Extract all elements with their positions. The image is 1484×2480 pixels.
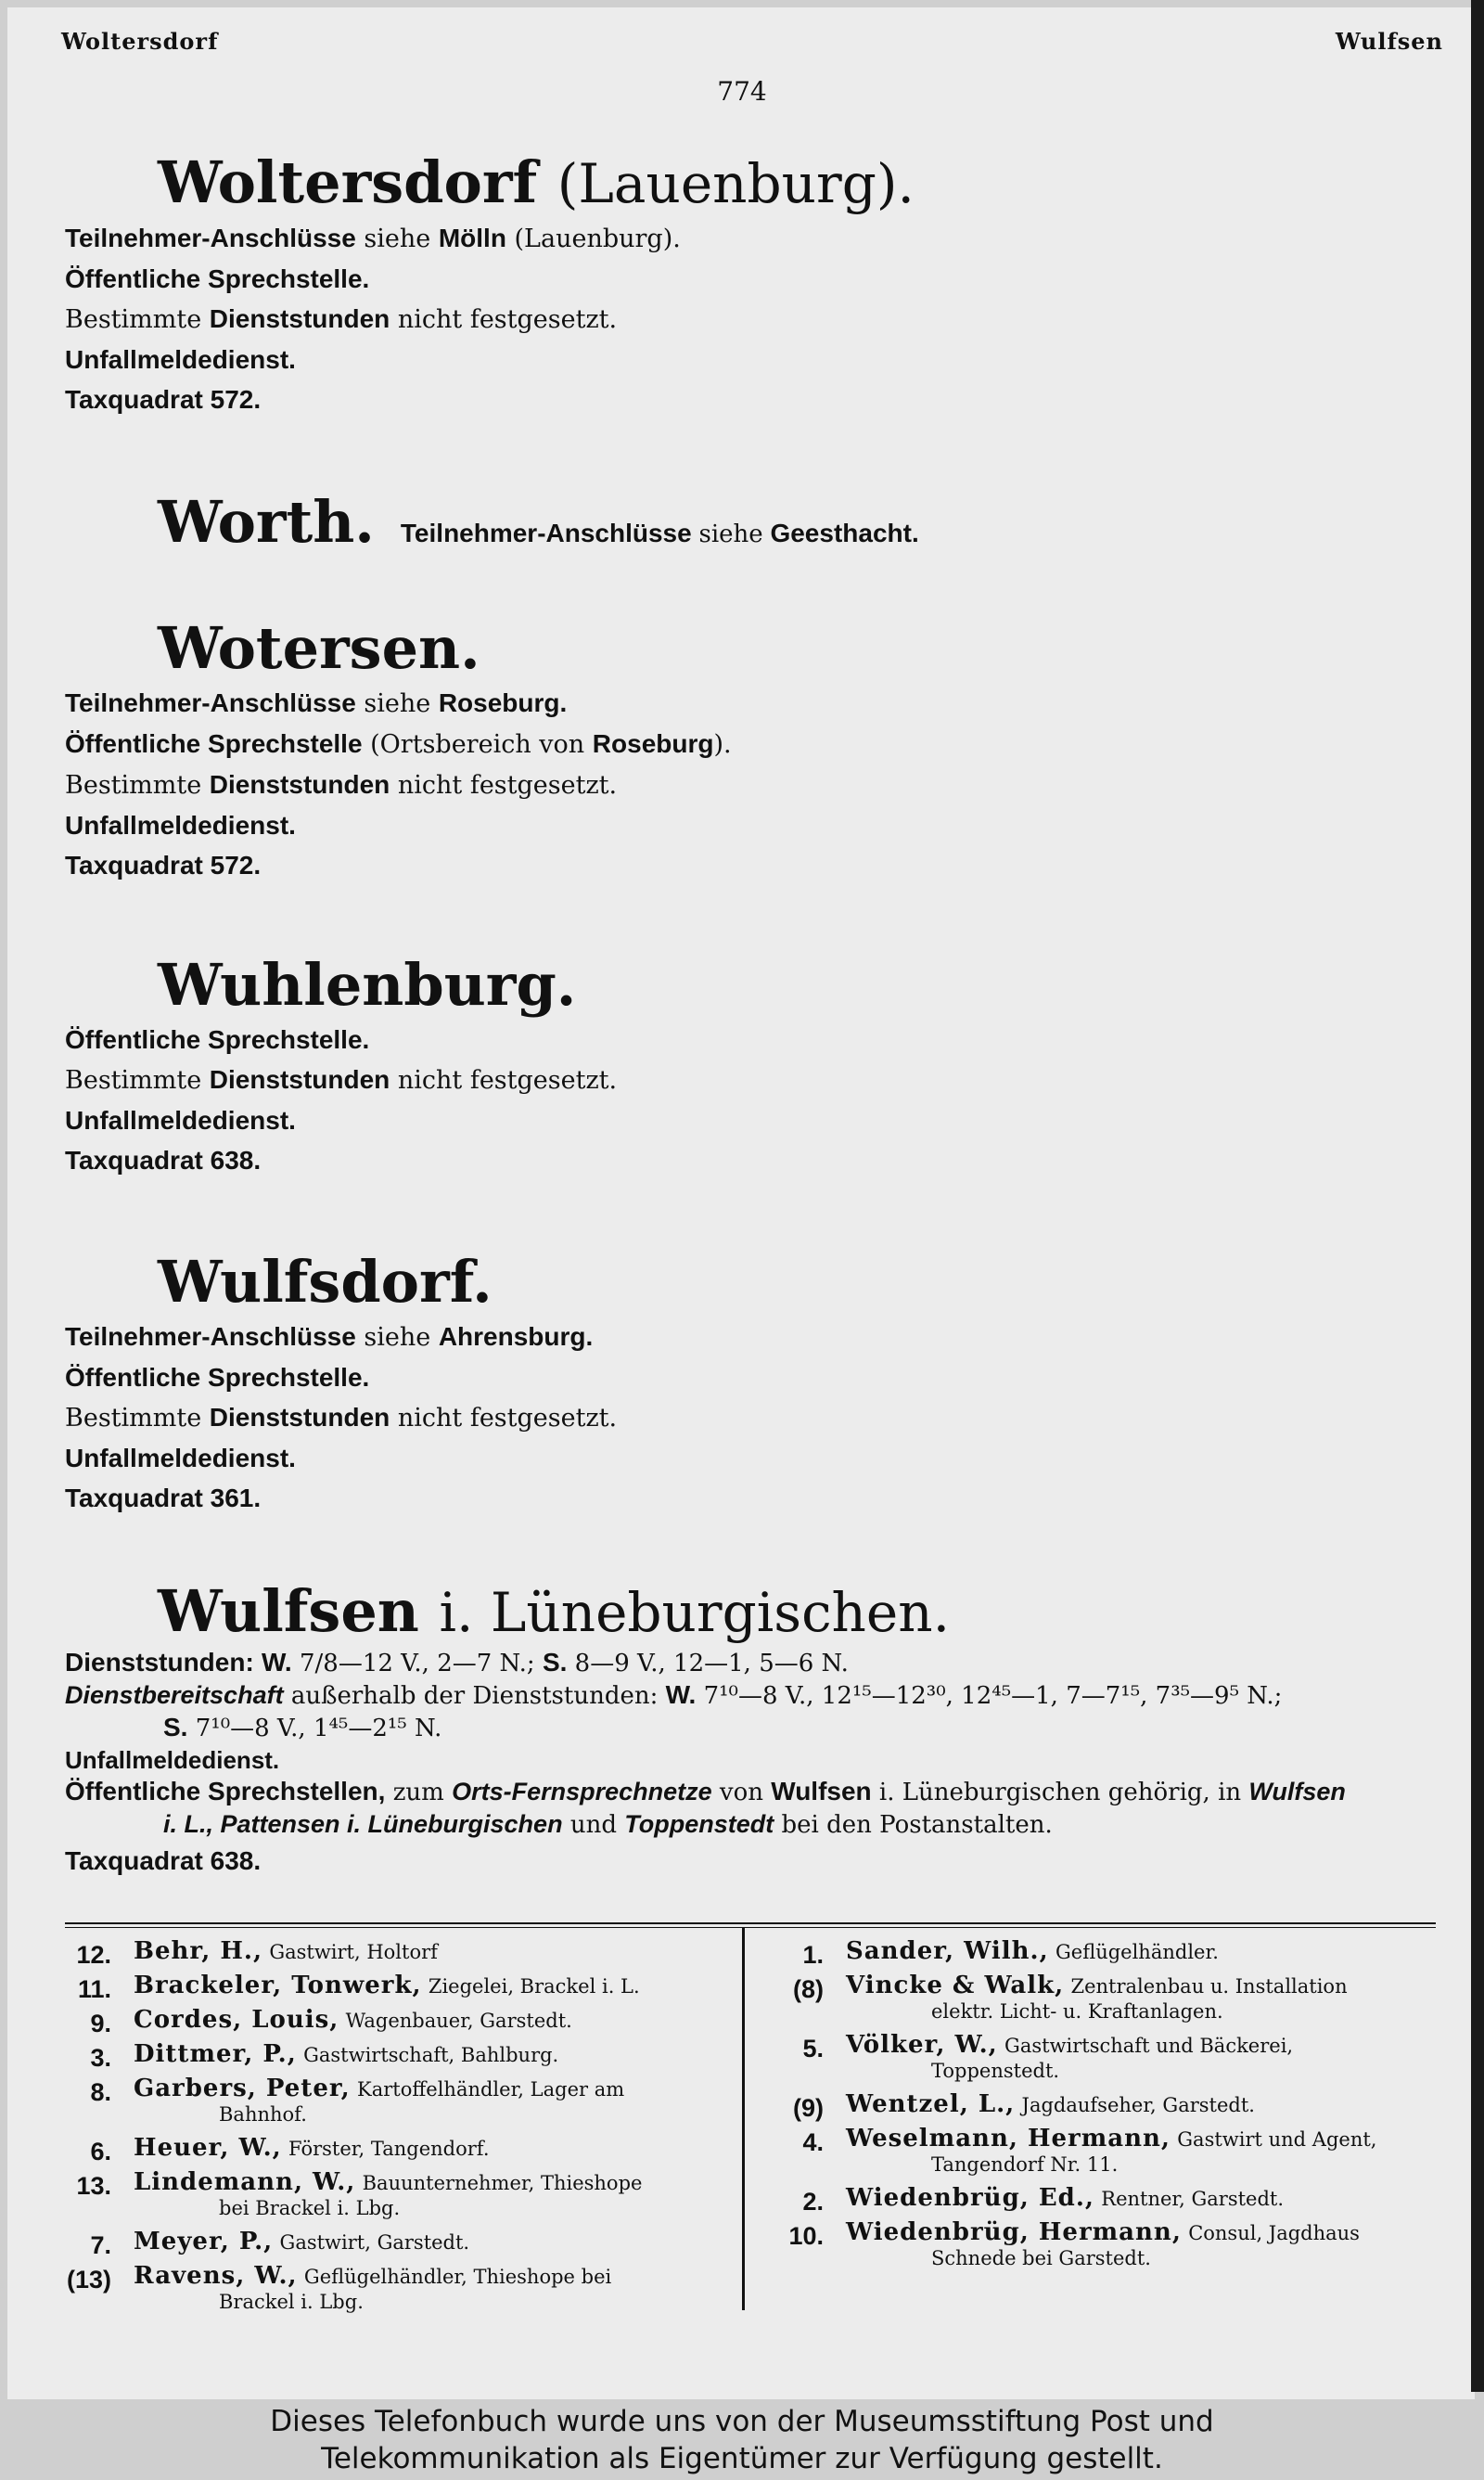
subscriber-list-right bbox=[772, 1939, 1439, 2280]
subscriber-entry bbox=[772, 2090, 1439, 2122]
subscriber-number: 4. bbox=[802, 2128, 824, 2156]
subscriber-description: Consul, Jagdhaus bbox=[1188, 2222, 1360, 2244]
standby-line: Dienstbereitschaft außerhalb der Dienststunden: W. 7¹⁰—8 V., 12¹⁵—12³⁰, 12⁴⁵—1, 7—7¹⁵, 7³⁵—9⁵ N.; bbox=[65, 1680, 1283, 1710]
subscriber-name: Vincke & Walk, bbox=[846, 1972, 1065, 1999]
subscriber-name: Weselmann, Hermann, bbox=[846, 2125, 1171, 2152]
subscriber-description: Gastwirtschaft, Bahlburg. bbox=[303, 2044, 559, 2066]
table-top-rule bbox=[65, 1922, 1436, 1924]
running-header-left: Woltersdorf bbox=[61, 28, 219, 55]
subscriber-number: (13) bbox=[66, 2266, 111, 2294]
tax-square-line: Taxquadrat 572. bbox=[65, 851, 262, 880]
hours-line: Bestimmte Dienststunden nicht festgesetzt. bbox=[65, 304, 618, 334]
subscriber-text bbox=[134, 2076, 727, 2127]
subscriber-name: Völker, W., bbox=[846, 2031, 998, 2059]
subscriber-description-cont: Brackel i. Lbg. bbox=[219, 2291, 364, 2313]
table-top-rule-thin bbox=[65, 1927, 1436, 1928]
public-station-line: Öffentliche Sprechstelle. bbox=[65, 264, 370, 293]
subscriber-text bbox=[134, 2229, 727, 2255]
subscriber-description-cont: Toppenstedt. bbox=[931, 2060, 1060, 2082]
subscriber-number: 9. bbox=[90, 2010, 111, 2037]
subscriber-entry bbox=[59, 2170, 727, 2221]
subscriber-text bbox=[846, 2220, 1439, 2271]
subscriber-text bbox=[846, 1939, 1439, 1965]
subscriber-number: (9) bbox=[793, 2094, 824, 2122]
subscriber-entry bbox=[59, 2228, 727, 2259]
subscriber-entry bbox=[59, 2040, 727, 2072]
section-wulfsen bbox=[65, 1577, 1346, 1881]
subscriber-text bbox=[134, 2008, 727, 2034]
subscriber-entry bbox=[59, 1937, 727, 1969]
public-station-line: Öffentliche Sprechstelle (Ortsbereich von Roseburg). bbox=[65, 729, 732, 759]
subscriber-number: 12. bbox=[76, 1941, 111, 1969]
subscriber-entry bbox=[59, 2006, 727, 2037]
subscriber-name: Wiedenbrüg, Hermann, bbox=[846, 2218, 1182, 2246]
subscriber-description: Geflügelhändler, Thieshope bei bbox=[303, 2266, 612, 2288]
subscriber-line: Teilnehmer-Anschlüsse siehe Ahrensburg. bbox=[65, 1322, 594, 1352]
subscriber-name: Heuer, W., bbox=[134, 2134, 282, 2162]
place-title: Woltersdorf (Lauenburg). bbox=[158, 148, 915, 216]
subscriber-line: Teilnehmer-Anschlüsse siehe Mölln (Lauenburg). bbox=[65, 224, 681, 253]
subscriber-text bbox=[134, 2136, 727, 2162]
subscriber-list-left bbox=[59, 1939, 727, 2323]
page-edge-shadow bbox=[1471, 0, 1484, 2392]
subscriber-text bbox=[134, 2042, 727, 2068]
subscriber-text bbox=[846, 2186, 1439, 2212]
subscriber-description-cont: Tangendorf Nr. 11. bbox=[931, 2153, 1119, 2176]
section-wotersen bbox=[65, 614, 732, 885]
subscriber-entry bbox=[772, 1937, 1439, 1969]
subscriber-name: Wentzel, L., bbox=[846, 2090, 1016, 2118]
subscriber-name: Wiedenbrüg, Ed., bbox=[846, 2184, 1094, 2212]
subscriber-number: 11. bbox=[77, 1975, 111, 2003]
subscriber-entry bbox=[772, 2127, 1439, 2178]
hours-line: Bestimmte Dienststunden nicht festgesetzt. bbox=[65, 770, 618, 800]
subscriber-text bbox=[134, 2264, 727, 2315]
page-number: 774 bbox=[717, 76, 767, 107]
subscriber-number: (8) bbox=[793, 1975, 824, 2003]
place-title: Wulfsen i. Lüneburgischen. bbox=[158, 1577, 951, 1645]
service-hours-line: Dienststunden: W. 7/8—12 V., 2—7 N.; S. 8—9 V., 12—1, 5—6 N. bbox=[65, 1648, 849, 1677]
section-worth bbox=[65, 488, 919, 569]
subscriber-description: Bauunternehmer, Thieshope bbox=[362, 2172, 643, 2194]
subscriber-entry bbox=[772, 1973, 1439, 2024]
place-title: Wotersen. bbox=[158, 614, 480, 682]
subscriber-description: Gastwirt, Garstedt. bbox=[279, 2231, 470, 2254]
subscriber-entry bbox=[59, 1972, 727, 2003]
subscriber-number: 1. bbox=[802, 1941, 824, 1969]
subscriber-text bbox=[846, 2033, 1439, 2084]
subscriber-text bbox=[134, 1939, 727, 1965]
subscriber-description: Rentner, Garstedt. bbox=[1101, 2188, 1285, 2210]
public-station-line: Öffentliche Sprechstelle. bbox=[65, 1363, 370, 1392]
subscriber-description: Geflügelhändler. bbox=[1055, 1941, 1219, 1963]
subscriber-number: 2. bbox=[802, 2188, 824, 2216]
subscriber-name: Sander, Wilh., bbox=[846, 1937, 1049, 1965]
column-divider bbox=[742, 1928, 745, 2310]
hours-line: Bestimmte Dienststunden nicht festgesetzt. bbox=[65, 1065, 618, 1095]
subscriber-description: Kartoffelhändler, Lager am bbox=[357, 2078, 625, 2101]
footer-line-2: Telekommunikation als Eigentümer zur Verfügung gestellt. bbox=[321, 2442, 1163, 2475]
subscriber-description: Gastwirt, Holtorf bbox=[269, 1941, 438, 1963]
subscriber-entry bbox=[59, 2076, 727, 2127]
section-wulfsdorf bbox=[65, 1248, 617, 1518]
subscriber-text bbox=[846, 2127, 1439, 2178]
subscriber-description: Wagenbauer, Garstedt. bbox=[345, 2010, 572, 2032]
accident-service-line: Unfallmeldedienst. bbox=[65, 345, 296, 374]
place-title: Wuhlenburg. bbox=[158, 951, 577, 1019]
tax-square-line: Taxquadrat 361. bbox=[65, 1484, 262, 1512]
subscriber-name: Lindemann, W., bbox=[134, 2168, 356, 2196]
subscriber-description: Jagdaufseher, Garstedt. bbox=[1021, 2094, 1255, 2116]
subscriber-text bbox=[846, 2092, 1439, 2118]
subscriber-text bbox=[134, 1973, 727, 1999]
place-title: Wulfsdorf. bbox=[158, 1248, 493, 1316]
public-stations-line-cont: i. L., Pattensen i. Lüneburgischen und Toppenstedt bei den Postanstalten. bbox=[163, 1810, 1053, 1839]
subscriber-number: 7. bbox=[90, 2231, 111, 2259]
subscriber-description-cont: Schnede bei Garstedt. bbox=[931, 2247, 1151, 2269]
subscriber-name: Cordes, Louis, bbox=[134, 2006, 339, 2034]
subscriber-number: 6. bbox=[90, 2138, 111, 2165]
subscriber-description-cont: Bahnhof. bbox=[219, 2103, 307, 2126]
subscriber-description: Ziegelei, Brackel i. L. bbox=[428, 1975, 640, 1998]
subscriber-name: Meyer, P., bbox=[134, 2228, 274, 2255]
footer-notice bbox=[0, 2399, 1484, 2480]
subscriber-entry bbox=[772, 2033, 1439, 2084]
subscriber-name: Brackeler, Tonwerk, bbox=[134, 1972, 422, 1999]
subscriber-entry bbox=[59, 2264, 727, 2315]
accident-service-line: Unfallmeldedienst. bbox=[65, 1746, 280, 1774]
section-woltersdorf bbox=[65, 148, 915, 419]
subscriber-name: Ravens, W., bbox=[134, 2262, 298, 2290]
subscriber-name: Dittmer, P., bbox=[134, 2040, 297, 2068]
subscriber-description: Zentralenbau u. Installation bbox=[1070, 1975, 1348, 1998]
subscriber-text bbox=[134, 2170, 727, 2221]
subscriber-entry bbox=[772, 2184, 1439, 2216]
subscriber-line: Teilnehmer-Anschlüsse siehe Roseburg. bbox=[65, 688, 568, 718]
subscriber-number: 3. bbox=[90, 2044, 111, 2072]
subscriber-description-cont: bei Brackel i. Lbg. bbox=[219, 2197, 401, 2219]
subscriber-text bbox=[846, 1973, 1439, 2024]
subscriber-number: 8. bbox=[90, 2078, 111, 2106]
public-station-line: Öffentliche Sprechstelle. bbox=[65, 1025, 370, 1054]
running-header-right: Wulfsen bbox=[1335, 28, 1443, 55]
subscriber-entry bbox=[59, 2134, 727, 2165]
subscriber-entry bbox=[772, 2220, 1439, 2271]
subscriber-number: 10. bbox=[788, 2222, 824, 2250]
subscriber-description: Gastwirtschaft und Bäckerei, bbox=[1004, 2035, 1294, 2057]
accident-service-line: Unfallmeldedienst. bbox=[65, 811, 296, 840]
subscriber-description: Förster, Tangendorf. bbox=[288, 2138, 490, 2160]
section-wuhlenburg bbox=[65, 951, 617, 1180]
subscriber-number: 13. bbox=[76, 2172, 111, 2200]
tax-square-line: Taxquadrat 638. bbox=[65, 1146, 262, 1175]
standby-line-cont: S. 7¹⁰—8 V., 1⁴⁵—2¹⁵ N. bbox=[163, 1713, 442, 1742]
hours-line: Bestimmte Dienststunden nicht festgesetzt. bbox=[65, 1403, 618, 1433]
subscriber-number: 5. bbox=[802, 2035, 824, 2062]
accident-service-line: Unfallmeldedienst. bbox=[65, 1106, 296, 1135]
subscriber-description-cont: elektr. Licht- u. Kraftanlagen. bbox=[931, 2000, 1223, 2023]
tax-square-line: Taxquadrat 572. bbox=[65, 385, 262, 414]
tax-square-line: Taxquadrat 638. bbox=[65, 1846, 262, 1875]
subscriber-description: Gastwirt und Agent, bbox=[1177, 2128, 1377, 2151]
subscriber-name: Behr, H., bbox=[134, 1937, 262, 1965]
subscriber-name: Garbers, Peter, bbox=[134, 2075, 351, 2102]
accident-service-line: Unfallmeldedienst. bbox=[65, 1444, 296, 1472]
place-title: Worth. Teilnehmer-Anschlüsse siehe Geesthacht. bbox=[158, 488, 919, 556]
public-stations-line: Öffentliche Sprechstellen, zum Orts-Fernsprechnetze von Wulfsen i. Lüneburgischen gehörig, in Wulfsen bbox=[65, 1777, 1346, 1806]
footer-line-1: Dieses Telefonbuch wurde uns von der Museumsstiftung Post und bbox=[270, 2405, 1214, 2438]
